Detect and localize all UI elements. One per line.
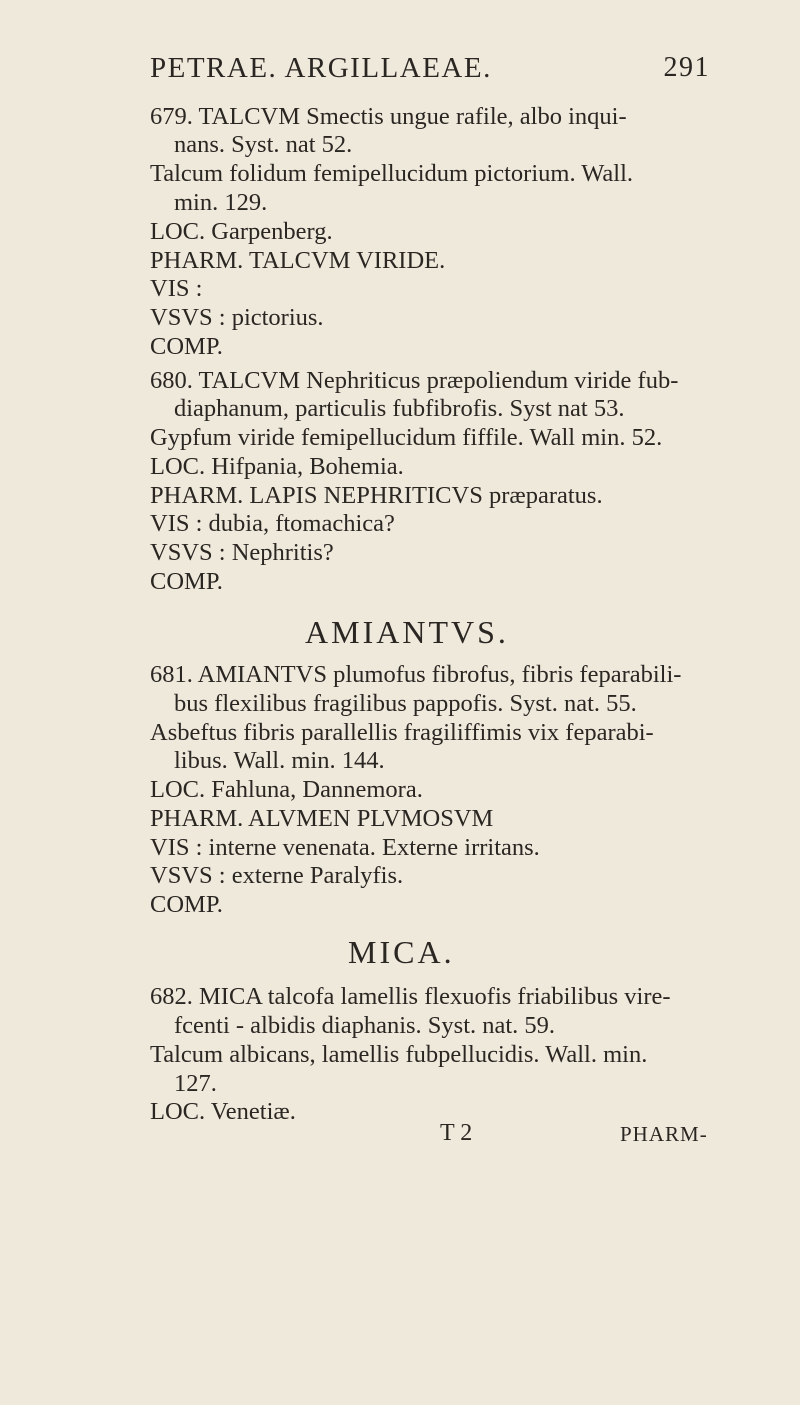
entry-679-synonym: Talcum folidum femipellucidum pictorium. Wall. (150, 160, 634, 187)
entry-681-vsvs: VSVS : externe Paralyfis. (150, 862, 404, 889)
entry-680-pharm: PHARM. LAPIS NEPHRITICVS præparatus. (150, 482, 603, 509)
entry-680-vsvs: VSVS : Nephritis? (150, 539, 334, 566)
entry-679-synonym: min. 129. (174, 189, 268, 216)
entry-682-synonym: Talcum albicans, lamellis fubpellucidis. Wall. min. (150, 1041, 648, 1068)
entry-682-loc: LOC. Venetiæ. (150, 1098, 296, 1125)
entry-681-pharm: PHARM. ALVMEN PLVMOSVM (150, 805, 494, 832)
entry-681-vis: VIS : interne venenata. Externe irritans. (150, 834, 540, 861)
entry-681-synonym: Asbeftus fibris parallellis fragiliffimis vix feparabi- (150, 719, 654, 746)
entry-679-pharm: PHARM. TALCVM VIRIDE. (150, 247, 446, 274)
entry-681-synonym: libus. Wall. min. 144. (174, 747, 385, 774)
section-heading-mica: MICA. (348, 934, 455, 970)
entry-679-vis: VIS : (150, 275, 203, 302)
entry-681-loc: LOC. Fahluna, Dannemora. (150, 776, 423, 803)
entry-680-loc: LOC. Hifpania, Bohemia. (150, 453, 404, 480)
catchword: PHARM- (620, 1122, 708, 1146)
section-heading-amiantus: AMIANTVS. (305, 614, 509, 650)
entry-679-comp: COMP. (150, 333, 223, 360)
entry-682-line: fcenti - albidis diaphanis. Syst. nat. 59. (174, 1012, 556, 1039)
entry-679-line: nans. Syst. nat 52. (174, 131, 353, 158)
entry-679-line: 679. TALCVM Smectis ungue rafile, albo inqui- (150, 103, 627, 130)
header-title: PETRAE. ARGILLAEAE. (150, 52, 492, 84)
entry-679-loc: LOC. Garpenberg. (150, 218, 333, 245)
signature-mark: T 2 (440, 1120, 473, 1146)
entry-680-synonym: Gypfum viride femipellucidum fiffile. Wall min. 52. (150, 424, 663, 451)
entry-682-synonym: 127. (174, 1070, 217, 1097)
entry-682-line: 682. MICA talcofa lamellis flexuofis friabilibus vire- (150, 983, 671, 1010)
entry-679-vsvs: VSVS : pictorius. (150, 304, 324, 331)
entry-680-vis: VIS : dubia, ftomachica? (150, 510, 395, 537)
entry-680-comp: COMP. (150, 568, 223, 595)
entry-681-line: bus flexilibus fragilibus pappofis. Syst. nat. 55. (174, 690, 637, 717)
entry-681-line: 681. AMIANTVS plumofus fibrofus, fibris feparabili- (150, 661, 682, 688)
page-number: 291 (663, 52, 710, 83)
entry-681-comp: COMP. (150, 891, 223, 918)
running-header (150, 52, 710, 85)
entry-680-line: 680. TALCVM Nephriticus præpoliendum viride fub- (150, 367, 679, 394)
entry-680-line: diaphanum, particulis fubfibrofis. Syst nat 53. (174, 395, 625, 422)
